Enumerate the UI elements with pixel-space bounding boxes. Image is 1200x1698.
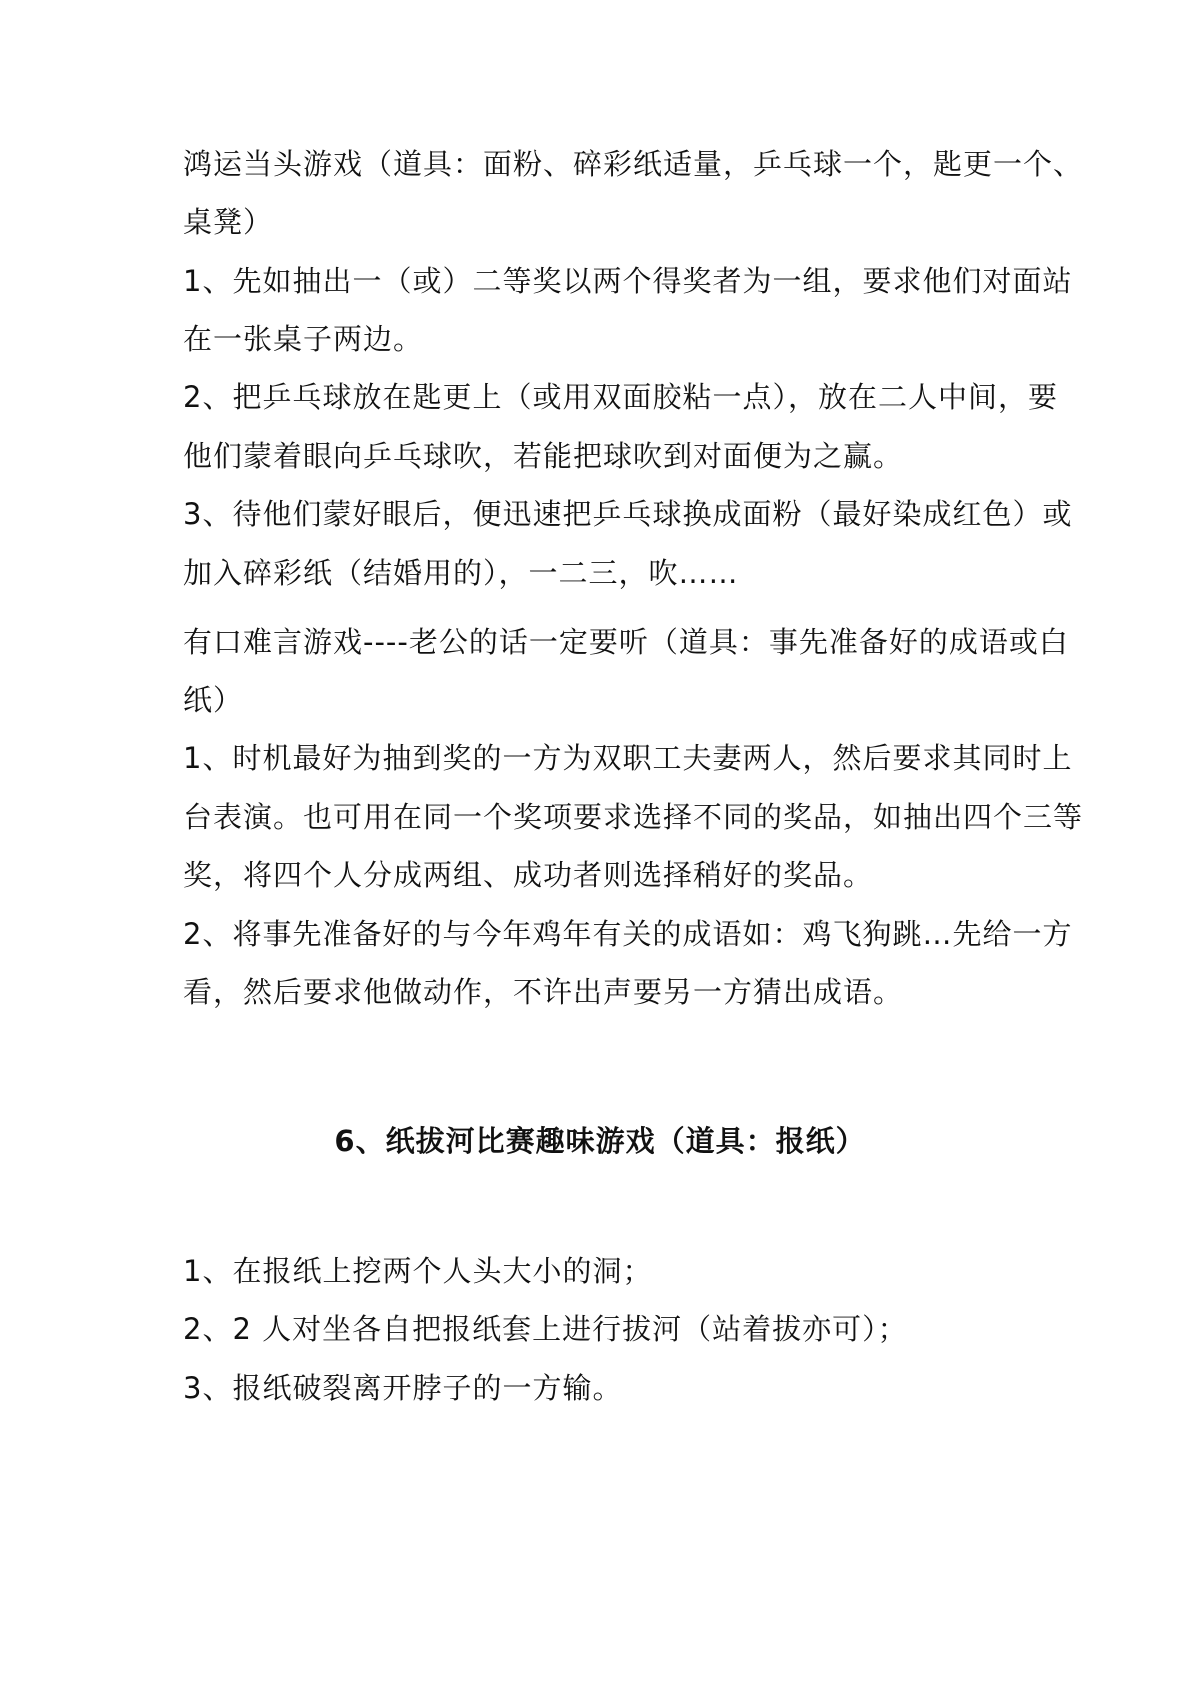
step-text: 1、时机最好为抽到奖的一方为双职工夫妻两人，然后要求其同时上: [183, 741, 1073, 775]
step-text: 加入碎彩纸（结婚用的），一二三，吹……: [183, 556, 739, 590]
step-text: 看，然后要求他做动作，不许出声要另一方猜出成语。: [183, 975, 904, 1009]
section-heading: 6、纸拔河比赛趣味游戏（道具：报纸）: [334, 1124, 866, 1158]
step-text: 奖，将四个人分成两组、成功者则选择稍好的奖品。: [183, 858, 874, 892]
step-text: 在一张桌子两边。: [183, 322, 424, 356]
game-title-youkounanyan: 有口难言游戏----老公的话一定要听（道具：事先准备好的成语或白: [183, 625, 1069, 659]
step-text: 2、2 人对坐各自把报纸套上进行拔河（站着拔亦可）；: [183, 1312, 908, 1346]
game-title-hongyun-cont: 桌凳）: [183, 205, 274, 239]
step-text: 3、报纸破裂离开脖子的一方输。: [183, 1371, 623, 1405]
step-text: 1、先如抽出一（或）二等奖以两个得奖者为一组，要求他们对面站: [183, 264, 1073, 298]
step-text: 1、在报纸上挖两个人头大小的洞；: [183, 1254, 653, 1288]
step-text: 台表演。也可用在同一个奖项要求选择不同的奖品，如抽出四个三等: [183, 800, 1084, 834]
step-text: 3、待他们蒙好眼后，便迅速把乒乓球换成面粉（最好染成红色）或: [183, 497, 1073, 531]
game-title-hongyun: 鸿运当头游戏（道具：面粉、碎彩纸适量，乒乓球一个，匙更一个、: [183, 147, 1084, 181]
step-text: 他们蒙着眼向乒乓球吹，若能把球吹到对面便为之赢。: [183, 439, 904, 473]
step-text: 2、将事先准备好的与今年鸡年有关的成语如：鸡飞狗跳…先给一方: [183, 917, 1073, 951]
game-title-youkounanyan-cont: 纸）: [183, 683, 244, 717]
step-text: 2、把乒乓球放在匙更上（或用双面胶粘一点），放在二人中间，要: [183, 380, 1058, 414]
